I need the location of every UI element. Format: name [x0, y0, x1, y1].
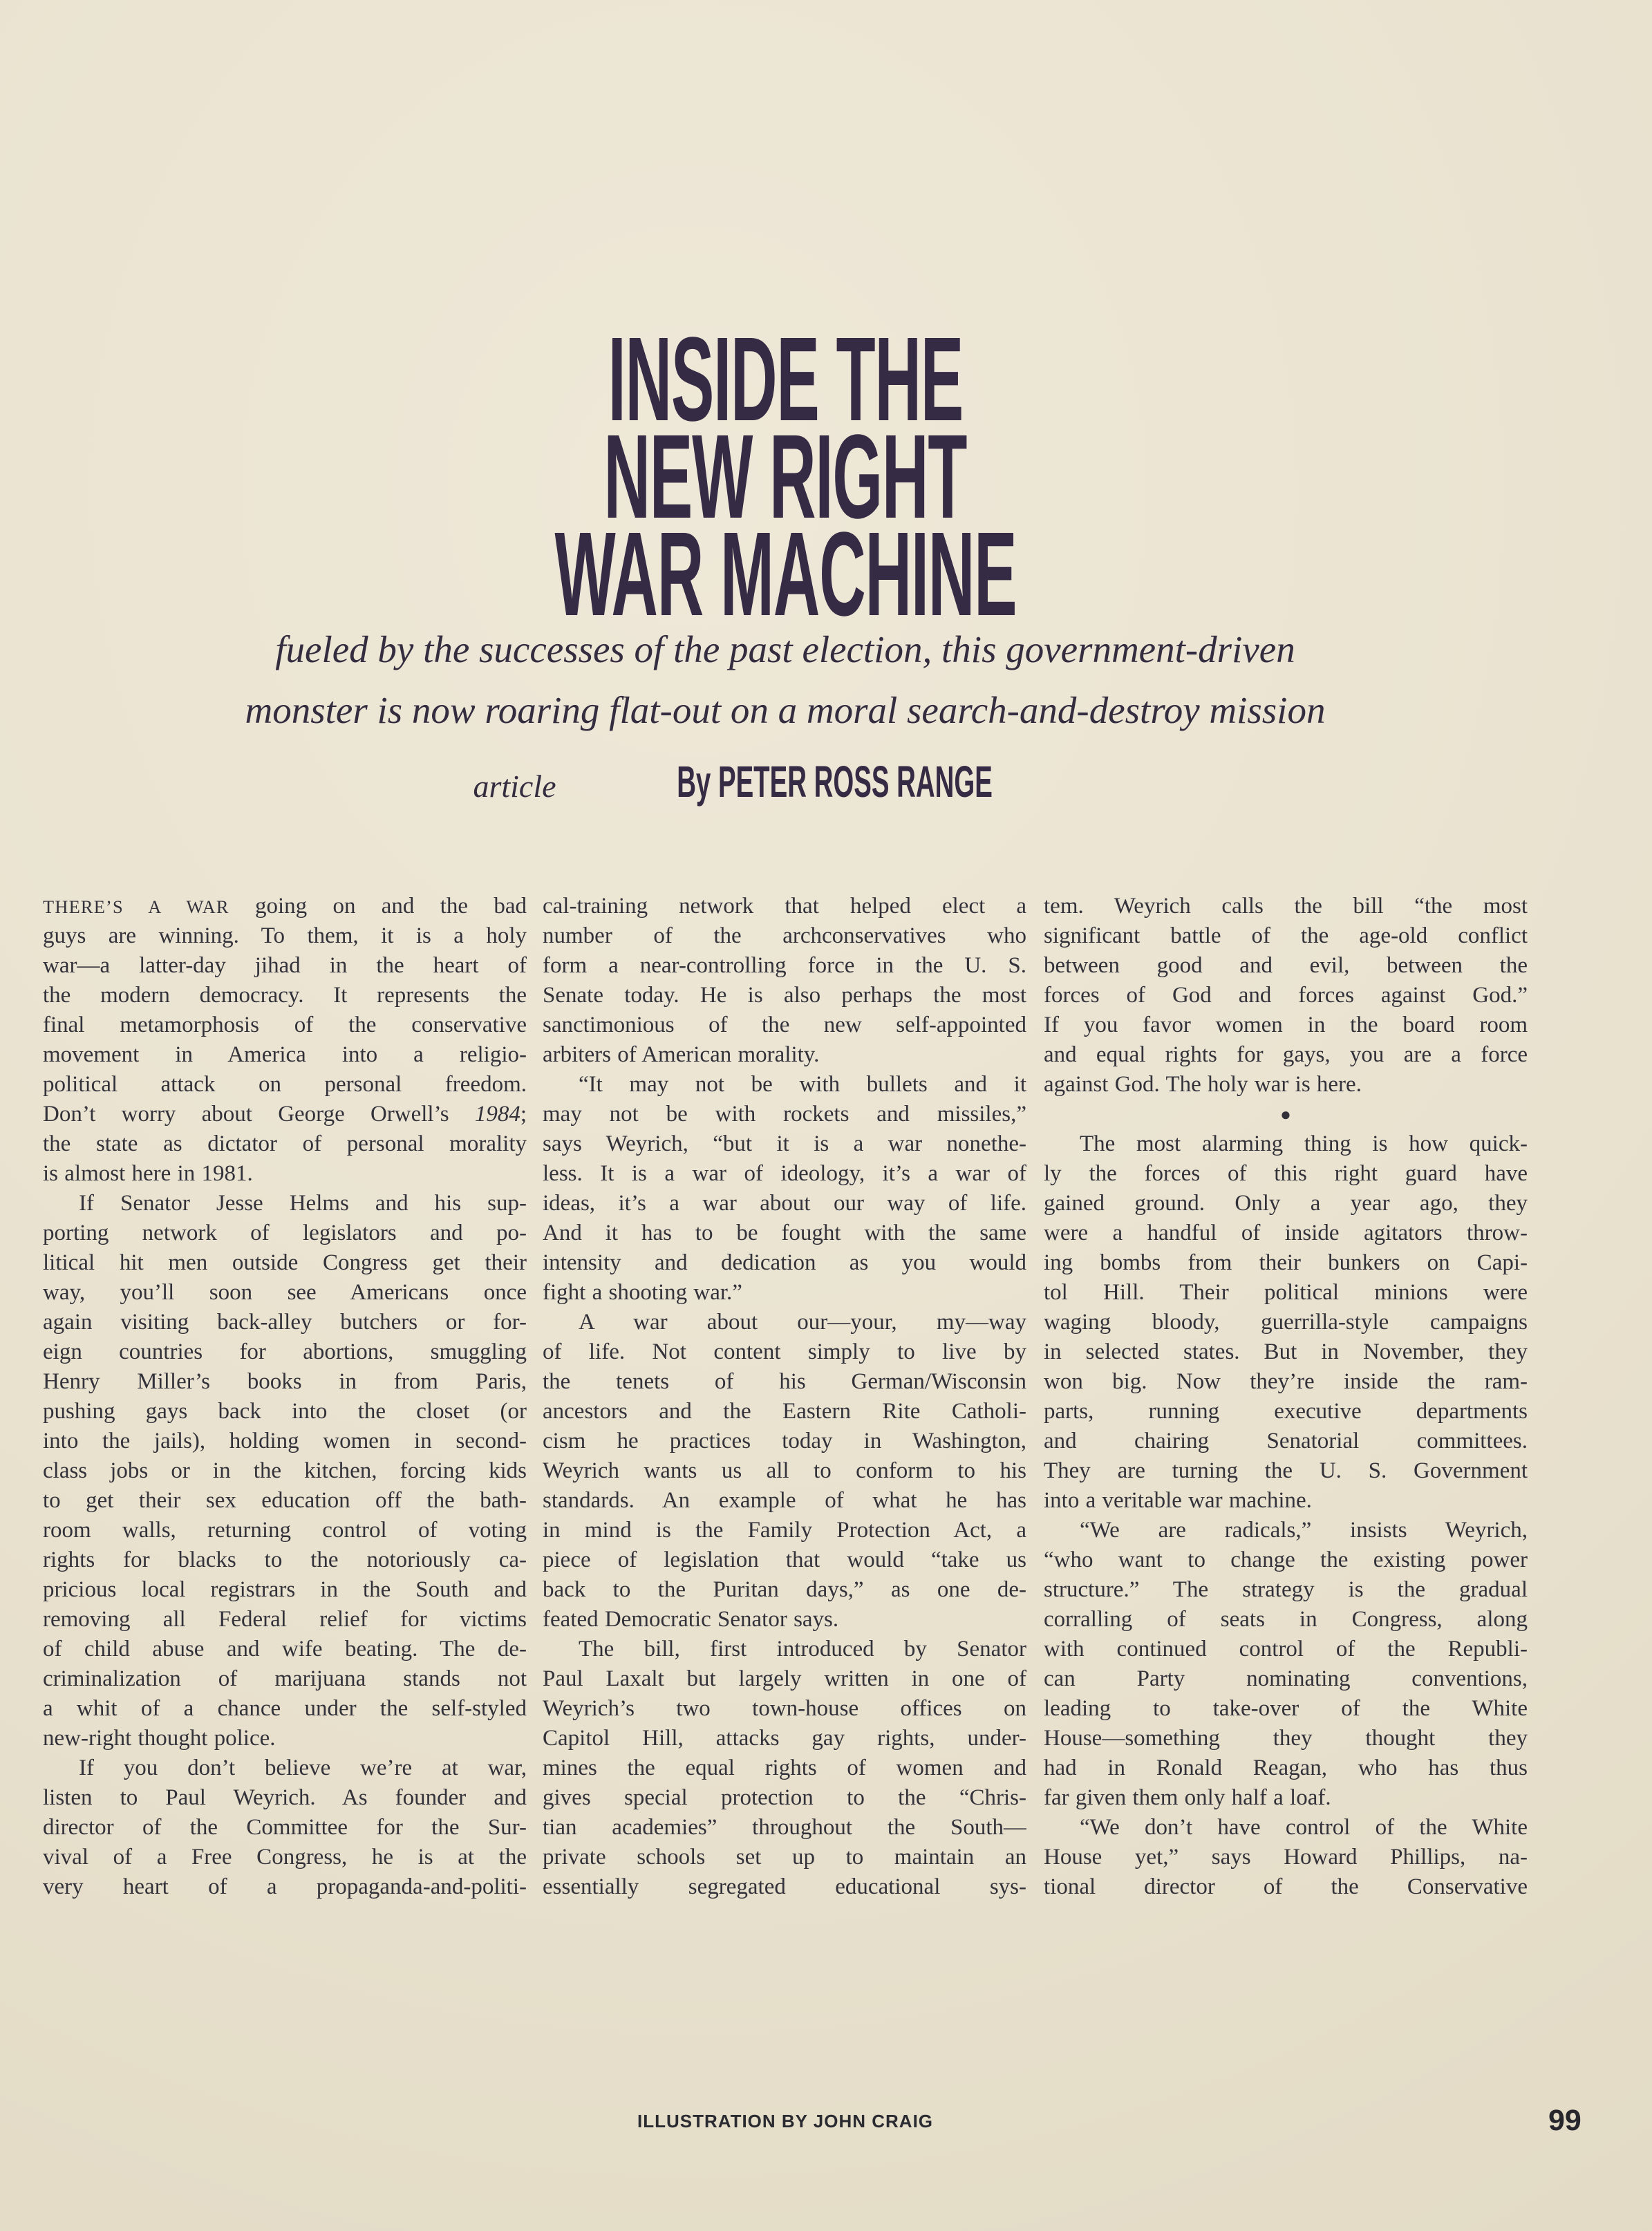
text-column-2 — [543, 892, 1026, 1902]
body-line: again visiting back-alley butchers or for- — [43, 1310, 527, 1335]
body-line: arbiters of American morality. — [543, 1042, 820, 1067]
body-line: pushing gays back into the closet (or — [43, 1399, 527, 1424]
body-line: The bill, first introduced by Senator — [579, 1637, 1026, 1662]
text-column-1 — [43, 892, 527, 1902]
body-line: listen to Paul Weyrich. As founder and — [43, 1785, 527, 1810]
body-line: way, you’ll soon see Americans once — [43, 1280, 527, 1305]
body-line: number of the archconservatives who — [543, 923, 1026, 948]
body-line: corralling of seats in Congress, along — [1044, 1607, 1528, 1632]
illustration-credit: ILLUSTRATION BY JOHN CRAIG — [637, 2111, 934, 2131]
body-line: Weyrich wants us all to conform to his — [543, 1458, 1026, 1483]
body-line: House yet,” says Howard Phillips, na- — [1044, 1845, 1528, 1870]
body-line: political attack on personal freedom. — [43, 1072, 527, 1097]
body-line: “We are radicals,” insists Weyrich, — [1080, 1518, 1528, 1543]
article-title-text-3: WAR MACHINE — [554, 507, 1016, 641]
body-line: with continued control of the Republi- — [1044, 1637, 1528, 1662]
body-line: House—something they thought they — [1044, 1726, 1528, 1751]
body-line: won big. Now they’re inside the ram- — [1044, 1369, 1528, 1394]
body-line: may not be with rockets and missiles,” — [543, 1102, 1026, 1127]
body-line: and chairing Senatorial committees. — [1044, 1429, 1528, 1453]
body-line: a whit of a chance under the self-styled — [43, 1696, 527, 1721]
body-line: can Party nominating conventions, — [1044, 1666, 1528, 1691]
body-line: new-right thought police. — [43, 1726, 276, 1751]
body-line: tol Hill. Their political minions were — [1044, 1280, 1528, 1305]
body-line: says Weyrich, “but it is a war nonethe- — [543, 1131, 1026, 1156]
body-line: rights for blacks to the notoriously ca- — [43, 1547, 527, 1572]
body-line: structure.” The strategy is the gradual — [1044, 1577, 1528, 1602]
byline-author: By PETER ROSS RANGE — [676, 757, 993, 807]
body-line: the modern democracy. It represents the — [43, 983, 527, 1008]
body-line: porting network of legislators and po- — [43, 1221, 527, 1245]
body-line: criminalization of marijuana stands not — [43, 1666, 527, 1691]
body-line: essentially segregated educational sys- — [543, 1874, 1026, 1899]
body-line: tem. Weyrich calls the bill “the most — [1044, 894, 1528, 919]
body-line: back to the Puritan days,” as one de- — [543, 1577, 1026, 1602]
body-line: pricious local registrars in the South and — [43, 1577, 527, 1602]
body-line: class jobs or in the kitchen, forcing kids — [43, 1458, 527, 1483]
body-line: less. It is a war of ideology, it’s a war of — [543, 1161, 1026, 1186]
body-line: gained ground. Only a year ago, they — [1044, 1191, 1528, 1216]
body-line: far given them only half a loaf. — [1044, 1785, 1331, 1810]
body-line: room walls, returning control of voting — [43, 1518, 527, 1543]
subtitle-line-1: fueled by the successes of the past election, this government-driven — [275, 628, 1295, 670]
page-number: 99 — [1548, 2104, 1581, 2137]
body-line: mines the equal rights of women and — [543, 1755, 1026, 1780]
body-line: fight a shooting war.” — [543, 1280, 742, 1305]
body-line: Weyrich’s two town-house offices on — [543, 1696, 1026, 1721]
body-line: THERE’S A WAR going on and the bad — [43, 894, 527, 919]
body-line: significant battle of the age-old conflict — [1044, 923, 1528, 948]
body-line: were a handful of inside agitators throw- — [1044, 1221, 1528, 1245]
subtitle-line-2: monster is now roaring flat-out on a moral search-and-destroy mission — [245, 689, 1326, 731]
body-line: parts, running executive departments — [1044, 1399, 1528, 1424]
body-line: cism he practices today in Washington, — [543, 1429, 1026, 1453]
body-line: war—a latter-day jihad in the heart of — [43, 953, 527, 978]
body-line: in selected states. But in November, they — [1044, 1339, 1528, 1364]
body-line: form a near-controlling force in the U. S. — [543, 953, 1026, 978]
body-line: waging bloody, guerrilla-style campaigns — [1044, 1310, 1528, 1335]
body-line: to get their sex education off the bath- — [43, 1488, 527, 1513]
body-line: forces of God and forces against God.” — [1044, 983, 1528, 1008]
body-line: of child abuse and wife beating. The de- — [43, 1637, 527, 1662]
body-line: of life. Not content simply to live by — [543, 1339, 1026, 1364]
article-title — [43, 312, 1528, 641]
body-line: “It may not be with bullets and it — [579, 1072, 1026, 1097]
body-line: Capitol Hill, attacks gay rights, under- — [543, 1726, 1026, 1751]
body-line: ideas, it’s a war about our way of life. — [543, 1191, 1026, 1216]
body-line: tian academies” throughout the South— — [543, 1815, 1026, 1840]
body-line: They are turning the U. S. Government — [1044, 1458, 1528, 1483]
body-line: standards. An example of what he has — [543, 1488, 1026, 1513]
body-line: eign countries for abortions, smuggling — [43, 1339, 527, 1364]
body-line: cal-training network that helped elect a — [543, 894, 1026, 919]
body-line: removing all Federal relief for victims — [43, 1607, 527, 1632]
body-line: is almost here in 1981. — [43, 1161, 253, 1186]
body-line: private schools set up to maintain an — [543, 1845, 1026, 1870]
article-title-text-1: INSIDE THE — [608, 312, 963, 446]
byline — [43, 756, 1528, 807]
body-line: feated Democratic Senator says. — [543, 1607, 839, 1632]
body-line: If you don’t believe we’re at war, — [79, 1755, 527, 1780]
body-line: into the jails), holding women in second- — [43, 1429, 527, 1453]
body-line: had in Ronald Reagan, who has thus — [1044, 1755, 1528, 1780]
body-line: Don’t worry about George Orwell’s 1984; — [43, 1102, 527, 1127]
body-line: vival of a Free Congress, he is at the — [43, 1845, 527, 1870]
body-line: against God. The holy war is here. — [1044, 1072, 1362, 1097]
body-line: “We don’t have control of the White — [1080, 1815, 1528, 1840]
byline-prefix: article — [473, 769, 556, 804]
body-line: “who want to change the existing power — [1044, 1547, 1528, 1572]
body-line: ● — [1280, 1104, 1291, 1124]
body-line: leading to take-over of the White — [1044, 1696, 1528, 1721]
body-line: movement in America into a religio- — [43, 1042, 527, 1067]
body-line: ancestors and the Eastern Rite Catholi- — [543, 1399, 1026, 1424]
text-column-3 — [1044, 892, 1528, 1902]
body-line: in mind is the Family Protection Act, a — [543, 1518, 1026, 1543]
body-line: sanctimonious of the new self-appointed — [543, 1013, 1026, 1037]
body-line: between good and evil, between the — [1044, 953, 1528, 978]
body-line: guys are winning. To them, it is a holy — [43, 923, 527, 948]
body-line: and equal rights for gays, you are a force — [1044, 1042, 1528, 1067]
body-line: the state as dictator of personal morality — [43, 1131, 527, 1156]
body-line: very heart of a propaganda-and-politi- — [43, 1874, 527, 1899]
body-line: gives special protection to the “Chris- — [543, 1785, 1026, 1810]
body-line: Paul Laxalt but largely written in one of — [543, 1666, 1026, 1691]
body-line: into a veritable war machine. — [1044, 1488, 1312, 1513]
body-line: director of the Committee for the Sur- — [43, 1815, 527, 1840]
body-line: And it has to be fought with the same — [543, 1221, 1026, 1245]
body-line: piece of legislation that would “take us — [543, 1547, 1026, 1572]
body-line: Henry Miller’s books in from Paris, — [43, 1369, 527, 1394]
body-line: ly the forces of this right guard have — [1044, 1161, 1528, 1186]
body-line: If you favor women in the board room — [1044, 1013, 1528, 1037]
body-line: If Senator Jesse Helms and his sup- — [79, 1191, 527, 1216]
body-line: intensity and dedication as you would — [543, 1250, 1026, 1275]
article-title-line-3 — [43, 507, 1528, 641]
body-line: final metamorphosis of the conservative — [43, 1013, 527, 1037]
body-line: litical hit men outside Congress get their — [43, 1250, 527, 1275]
body-line: The most alarming thing is how quick- — [1080, 1131, 1528, 1156]
body-line: tional director of the Conservative — [1044, 1874, 1528, 1899]
article-title-text-2: NEW RIGHT — [603, 409, 967, 543]
body-line: A war about our—your, my—way — [579, 1310, 1026, 1335]
body-line: Senate today. He is also perhaps the most — [543, 983, 1026, 1008]
body-line: ing bombs from their bunkers on Capi- — [1044, 1250, 1528, 1275]
body-line: the tenets of his German/Wisconsin — [543, 1369, 1026, 1394]
article-subtitle — [43, 619, 1528, 741]
